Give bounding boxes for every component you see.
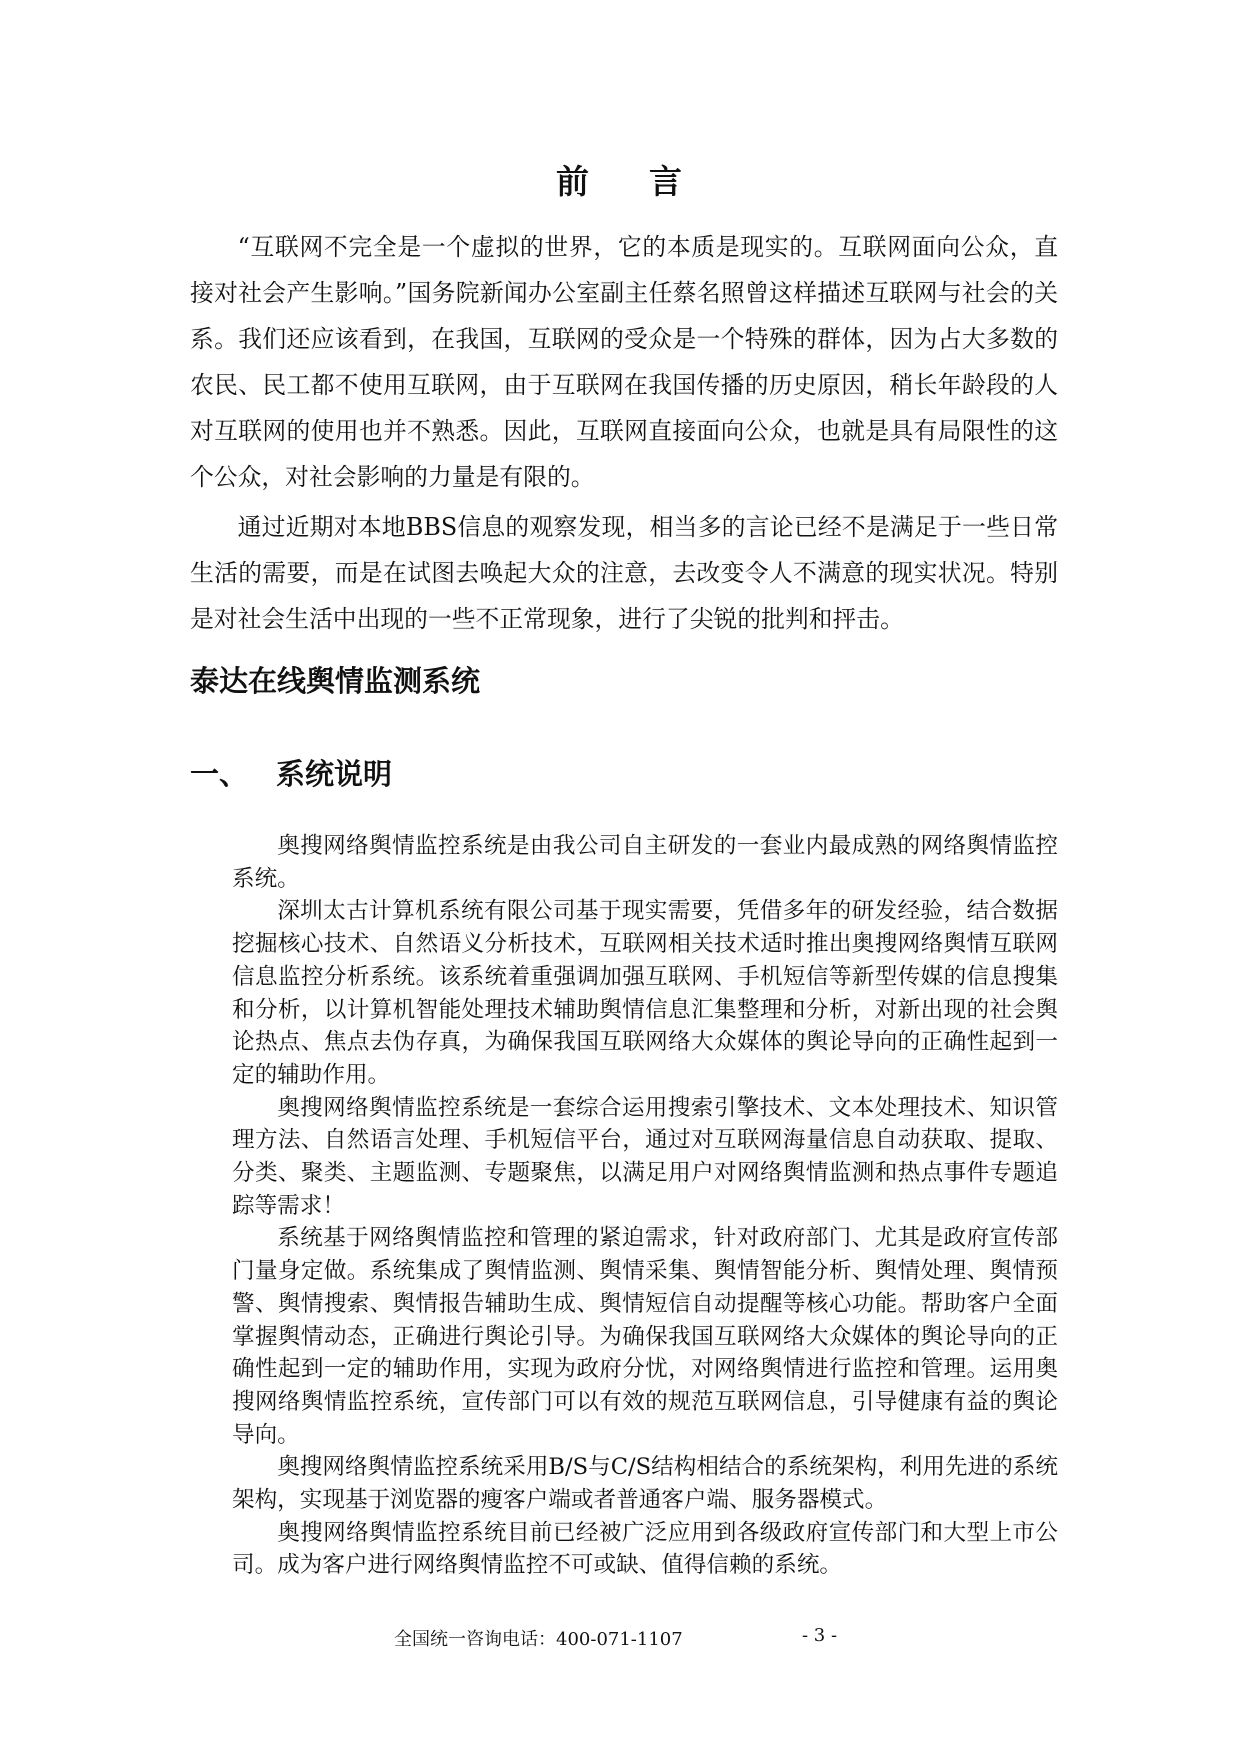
footer-contact: 全国统一咨询电话：400-071-1107 [394, 1629, 683, 1650]
preface-body [190, 224, 1058, 642]
preface-title [0, 156, 1240, 203]
subsection-label: 系统说明 [276, 757, 393, 791]
preface-title-left: 前 [556, 162, 591, 201]
body-paragraph-4: 系统基于网络舆情监控和管理的紧迫需求，针对政府部门、尤其是政府宣传部门量身定做。系统集成了舆情监测、舆情采集、舆情智能分析、舆情处理、舆情预警、舆情搜索、舆情报告辅助生成、舆情短信自动提醒等核心功能。帮助客户全面掌握舆情动态，正确进行舆论引导。为确保我国互联网络大众媒体的舆论导向的正确性起到一定的辅助作用，实现为政府分忧，对网络舆情进行监控和管理。运用奥搜网络舆情监控系统，宣传部门可以有效的规范互联网信息，引导健康有益的舆论导向。 [232, 1225, 1058, 1448]
section-title: 泰达在线舆情监测系统 [190, 664, 481, 698]
preface-paragraph-1: “互联网不完全是一个虚拟的世界，它的本质是现实的。互联网面向公众，直接对社会产生影响。”国务院新闻办公室副主任蔡名照曾这样描述互联网与社会的关系。我们还应该看到，在我国，互联网的受众是一个特殊的群体，因为占大多数的农民、民工都不使用互联网，由于互联网在我国传播的历史原因，稍长年龄段的人对互联网的使用也并不熟悉。因此，互联网直接面向公众，也就是具有局限性的这个公众，对社会影响的力量是有限的。 [190, 233, 1058, 491]
page-number: - 3 - [802, 1625, 838, 1646]
body-paragraph-5: 奥搜网络舆情监控系统采用B/S与C/S结构相结合的系统架构，利用先进的系统架构，实现基于浏览器的瘦客户端或者普通客户端、服务器模式。 [232, 1454, 1058, 1514]
subsection-title [190, 752, 392, 793]
body-paragraph-3: 奥搜网络舆情监控系统是一套综合运用搜索引擎技术、文本处理技术、知识管理方法、自然语言处理、手机短信平台，通过对互联网海量信息自动获取、提取、分类、聚类、主题监测、专题聚焦，以满足用户对网络舆情监测和热点事件专题追踪等需求！ [232, 1094, 1058, 1219]
body-paragraph-1: 奥搜网络舆情监控系统是由我公司自主研发的一套业内最成熟的网络舆情监控系统。 [232, 833, 1058, 892]
preface-title-right: 言 [649, 162, 684, 201]
body-paragraph-6: 奥搜网络舆情监控系统目前已经被广泛应用到各级政府宣传部门和大型上市公司。成为客户进行网络舆情监控不可或缺、值得信赖的系统。 [232, 1519, 1058, 1579]
subsection-number: 一、 [190, 757, 249, 791]
body-paragraph-2: 深圳太古计算机系统有限公司基于现实需要，凭借多年的研发经验，结合数据挖掘核心技术、自然语义分析技术，互联网相关技术适时推出奥搜网络舆情互联网信息监控分析系统。该系统着重强调加强互联网、手机短信等新型传媒的信息搜集和分析，以计算机智能处理技术辅助舆情信息汇集整理和分析，对新出现的社会舆论热点、焦点去伪存真，为确保我国互联网络大众媒体的舆论导向的正确性起到一定的辅助作用。 [232, 898, 1058, 1088]
section-body [232, 830, 1058, 1582]
preface-paragraph-2: 通过近期对本地BBS信息的观察发现，相当多的言论已经不是满足于一些日常生活的需要，而是在试图去唤起大众的注意，去改变令人不满意的现实状况。特别是对社会生活中出现的一些不正常现象，进行了尖锐的批判和抨击。 [190, 513, 1058, 633]
